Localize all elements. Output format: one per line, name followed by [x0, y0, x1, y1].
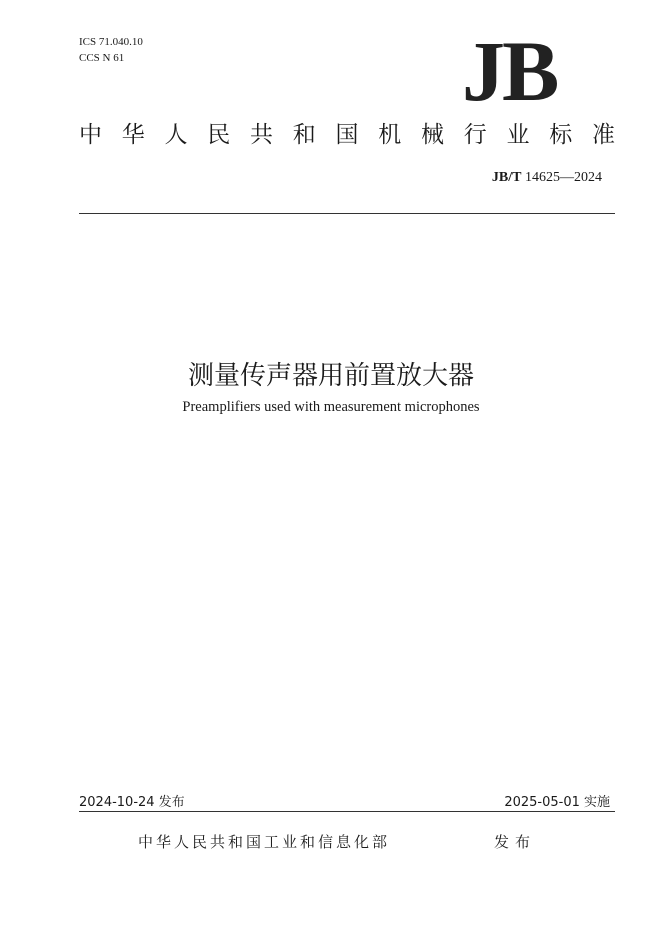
- document-title-en: Preamplifiers used with measurement microphones: [182, 399, 480, 415]
- classification-codes: [79, 34, 143, 66]
- issuing-authority: 中华人民共和国工业和信息化部: [138, 833, 391, 851]
- bottom-divider: [79, 811, 615, 812]
- standard-category-char: 准: [592, 122, 615, 148]
- ics-code: ICS 71.040.10: [79, 36, 143, 48]
- standard-category-char: 械: [421, 122, 444, 148]
- standard-prefix: JB/T: [491, 170, 522, 185]
- standard-category: [79, 118, 615, 152]
- standard-category-char: 华: [121, 122, 145, 148]
- standard-category-char: 民: [207, 122, 231, 148]
- issue-date: 2024-10-24 发布: [79, 795, 185, 810]
- jb-logo: JB: [462, 23, 557, 119]
- standard-category-char: 标: [549, 122, 573, 148]
- standard-code: 14625—2024: [525, 170, 602, 185]
- issued-label: 发布: [494, 833, 537, 851]
- standard-category-char: 人: [164, 122, 188, 148]
- standard-category-char: 和: [292, 122, 316, 148]
- standard-category-char: 行: [463, 122, 487, 148]
- standard-category-char: 机: [378, 122, 402, 148]
- standard-category-char: 共: [250, 122, 273, 148]
- standard-category-char: 业: [506, 122, 530, 148]
- standard-category-char: 中: [79, 122, 102, 148]
- top-divider: [79, 213, 615, 214]
- document-title-cn: 测量传声器用前置放大器: [187, 361, 474, 391]
- standard-category-char: 国: [335, 122, 359, 148]
- implementation-date: 2025-05-01 实施: [504, 795, 610, 810]
- standard-number: [492, 169, 602, 187]
- ccs-code: CCS N 61: [79, 52, 125, 64]
